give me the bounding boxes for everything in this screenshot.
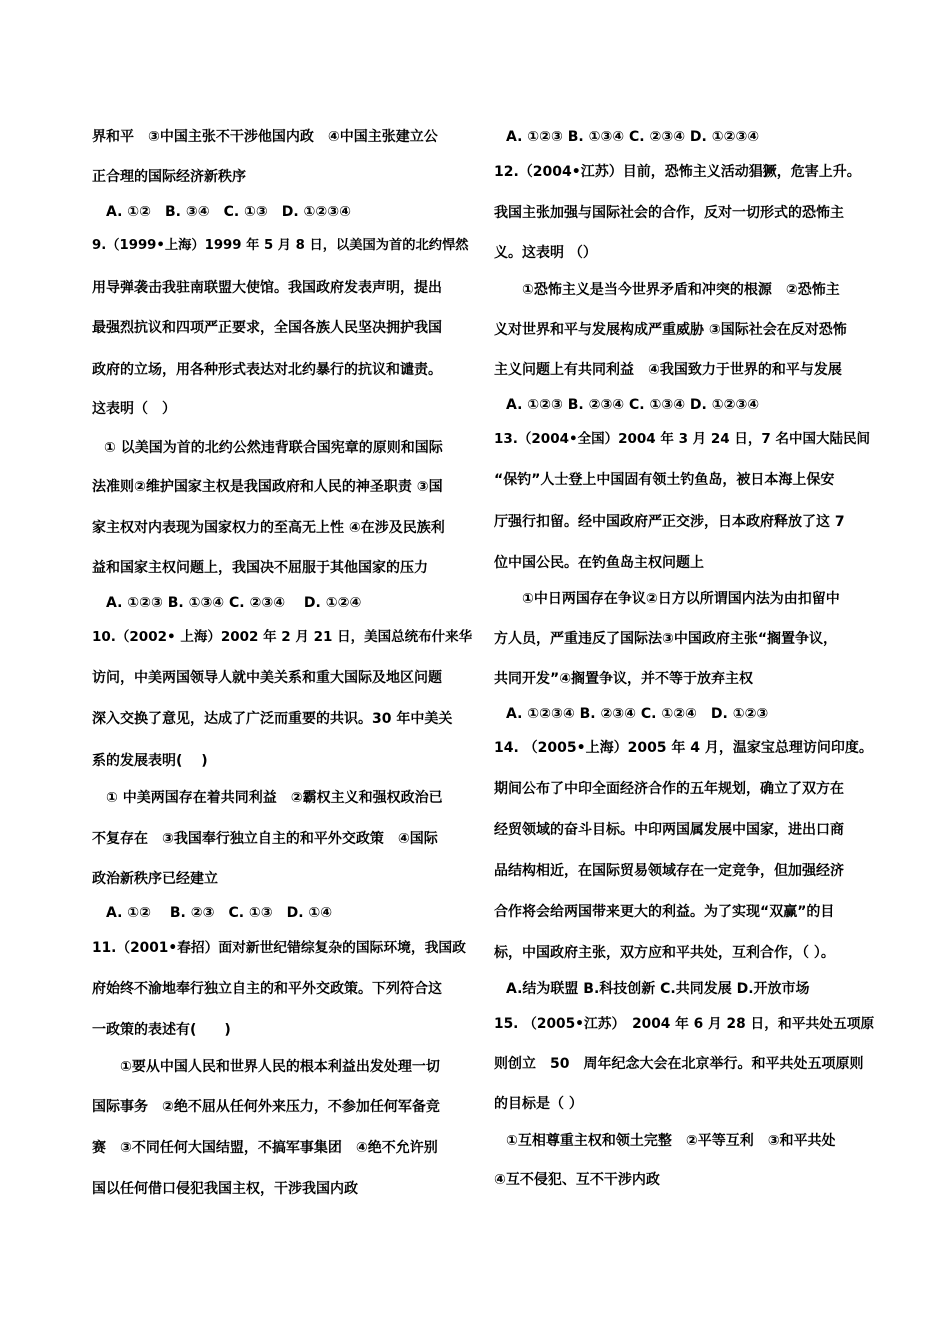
- text-line: 访问，中美两国领导人就中美关系和重大国际及地区问题: [92, 670, 442, 686]
- text-line: 品结构相近，在国际贸易领域存在一定竞争，但加强经济: [494, 863, 844, 879]
- text-line: 不复存在 ③我国奉行独立自主的和平外交政策 ④国际: [92, 831, 438, 847]
- text-line: 政治新秩序已经建立: [92, 871, 218, 887]
- text-line: 主义问题上有共同利益 ④我国致力于世界的和平与发展: [494, 362, 842, 378]
- text-line: 期间公布了中印全面经济合作的五年规划，确立了双方在: [494, 781, 844, 797]
- answer-options: A. ①②③ B. ②③④ C. ①③④ D. ①②③④: [506, 397, 760, 413]
- text-line: 界和平 ③中国主张不干涉他国内政 ④中国主张建立公: [92, 129, 438, 145]
- text-line: 厅强行扣留。经中国政府严正交涉，日本政府释放了这 7: [494, 514, 845, 530]
- answer-options: A. ①②③④ B. ②③④ C. ①②④ D. ①②③: [506, 706, 769, 722]
- text-line: 一政策的表述有( ): [92, 1022, 231, 1038]
- text-line: ① 中美两国存在着共同利益 ②霸权主义和强权政治已: [106, 790, 443, 806]
- question-9: 9.（1999•上海）1999 年 5 月 8 日，以美国为首的北约悍然: [92, 238, 469, 253]
- text-line: 位中国公民。在钓鱼岛主权问题上: [494, 555, 704, 571]
- question-10: 10.（2002• 上海）2002 年 2 月 21 日，美国总统布什来华: [92, 629, 473, 645]
- text-line: ①中日两国存在争议②日方以所谓国内法为由扣留中: [522, 591, 840, 607]
- question-15: 15. （2005•江苏） 2004 年 6 月 28 日，和平共处五项原: [494, 1016, 875, 1032]
- text-line: 方人员，严重违反了国际法③中国政府主张“搁置争议，: [494, 631, 838, 647]
- text-line: 标，中国政府主张，双方应和平共处，互利合作，（ ）。: [494, 945, 835, 961]
- answer-options: A. ①②③ B. ①③④ C. ②③④ D. ①②③④: [506, 129, 760, 145]
- text-line: ①要从中国人民和世界人民的根本利益出发处理一切: [120, 1059, 440, 1075]
- text-line: 共同开发”④搁置争议，并不等于放弃主权: [494, 671, 754, 687]
- text-line: 则创立 50 周年纪念大会在北京举行。和平共处五项原则: [494, 1056, 864, 1072]
- text-line: 政府的立场，用各种形式表达对北约暴行的抗议和谴责。: [92, 362, 442, 378]
- question-13: 13.（2004•全国）2004 年 3 月 24 日，7 名中国大陆民间: [494, 431, 870, 447]
- text-line: 国际事务 ②绝不屈从任何外来压力，不参加任何军备竞: [92, 1099, 440, 1115]
- text-line: 正合理的国际经济新秩序: [92, 169, 246, 185]
- text-line: 系的发展表明( ): [92, 753, 208, 769]
- question-14: 14. （2005•上海）2005 年 4 月，温家宝总理访问印度。: [494, 740, 873, 756]
- text-line: ① 以美国为首的北约公然违背联合国宪章的原则和国际: [104, 440, 443, 456]
- text-line: 合作将会给两国带来更大的利益。为了实现“双赢”的目: [494, 904, 835, 920]
- answer-options: A. ①② B. ②③ C. ①③ D. ①④: [106, 905, 333, 921]
- text-line: 府始终不渝地奉行独立自主的和平外交政策。下列符合这: [92, 981, 442, 997]
- text-line: 最强烈抗议和四项严正要求，全国各族人民坚决拥护我国: [92, 320, 442, 336]
- text-line: 法准则②维护国家主权是我国政府和人民的神圣职责 ③国: [92, 479, 443, 495]
- text-line: 我国主张加强与国际社会的合作，反对一切形式的恐怖主: [494, 205, 844, 221]
- answer-options: A.结为联盟 B.科技创新 C.共同发展 D.开放市场: [506, 981, 810, 997]
- text-line: 深入交换了意见，达成了广泛而重要的共识。30 年中美关: [92, 711, 453, 727]
- text-line: ④互不侵犯、互不干涉内政: [494, 1172, 660, 1188]
- text-line: “保钓”人士登上中国固有领土钓鱼岛，被日本海上保安: [494, 472, 835, 488]
- text-line: ①恐怖主义是当今世界矛盾和冲突的根源 ②恐怖主: [522, 282, 840, 298]
- text-line: 经贸领域的奋斗目标。中印两国属发展中国家，进出口商: [494, 822, 844, 838]
- text-line: 这表明（ ）: [92, 401, 176, 417]
- text-line: 的目标是（ ）: [494, 1096, 583, 1112]
- question-12: 12.（2004•江苏）目前，恐怖主义活动猖獗，危害上升。: [494, 164, 861, 180]
- answer-options: A. ①② B. ③④ C. ①③ D. ①②③④: [106, 204, 351, 220]
- text-line: 国以任何借口侵犯我国主权，干涉我国内政: [92, 1181, 358, 1197]
- question-11: 11.（2001•春招）面对新世纪错综复杂的国际环境，我国政: [92, 940, 466, 956]
- text-line: ①互相尊重主权和领土完整 ②平等互利 ③和平共处: [506, 1133, 836, 1149]
- text-line: 赛 ③不同任何大国结盟，不搞军事集团 ④绝不允许别: [92, 1140, 438, 1156]
- text-line: 用导弹袭击我驻南联盟大使馆。我国政府发表声明，提出: [92, 280, 442, 296]
- text-line: 义对世界和平与发展构成严重威胁 ③国际社会在反对恐怖: [494, 322, 847, 338]
- text-line: 家主权对内表现为国家权力的至高无上性 ④在涉及民族利: [92, 520, 445, 536]
- answer-options: A. ①②③ B. ①③④ C. ②③④ D. ①②④: [106, 595, 362, 611]
- text-line: 义。这表明 （）: [494, 245, 597, 261]
- text-line: 益和国家主权问题上，我国决不屈服于其他国家的压力: [92, 560, 428, 576]
